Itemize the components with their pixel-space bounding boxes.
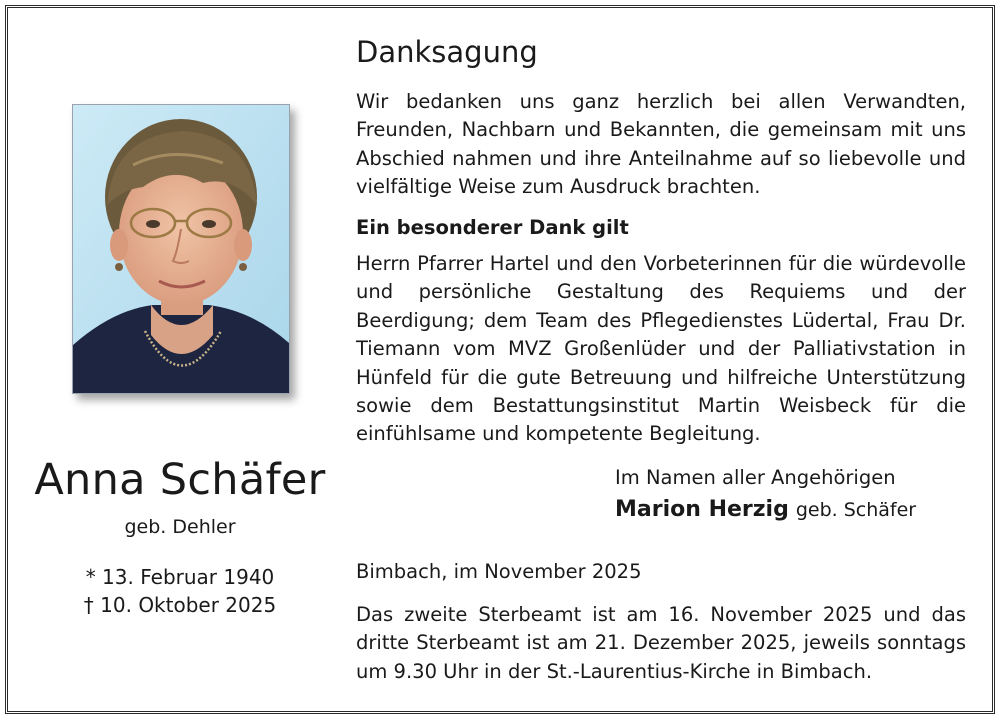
birth-date: * 13. Februar 1940 <box>85 565 275 589</box>
signature-intro: Im Namen aller Angehörigen <box>615 466 896 489</box>
portrait-illustration <box>73 105 289 393</box>
special-thanks-paragraph: Herrn Pfarrer Hartel und den Vorbeterinnen für die würdevolle und persönliche Gestaltung des Requiems und der Beerdigung; dem Team des Pflegedienstes Lüdertal, Frau Dr. Tiemann vom MVZ Großenlüder und der Palliativstation in Hünfeld für die gute Betreuung und hilfreiche Unterstützung sowie dem Bestattungsinstitut Martin Weisbeck für die einfühlsame und kompetente Begleitung. <box>356 252 966 446</box>
signature-maiden-name: geb. Schäfer <box>795 499 917 521</box>
special-thanks-heading: Ein besonderer Dank gilt <box>356 216 629 239</box>
death-date: † 10. Oktober 2025 <box>83 593 277 617</box>
deceased-maiden-name: geb. Dehler <box>124 516 236 538</box>
notice-title: Danksagung <box>356 35 538 69</box>
portrait-photo <box>72 104 290 394</box>
deceased-name: Anna Schäfer <box>34 455 326 505</box>
thanks-intro-paragraph: Wir bedanken uns ganz herzlich bei allen Verwandten, Freunden, Nachbarn und Bekannten, die gemeinsam mit uns Abschied nahmen und ihre Anteilnahme auf so liebevolle und vielfältige Weise zum Ausdruck brachten. <box>356 90 966 199</box>
memorial-mass-paragraph: Das zweite Sterbeamt ist am 16. November 2025 und das dritte Sterbeamt ist am 21. Dezember 2025, jeweils sonntags um 9.30 Uhr in der St.-Laurentius-Kirche in Bimbach. <box>356 603 966 683</box>
place-and-date: Bimbach, im November 2025 <box>356 560 642 583</box>
signature-name: Marion Herzig <box>615 497 789 522</box>
signature <box>615 497 916 522</box>
